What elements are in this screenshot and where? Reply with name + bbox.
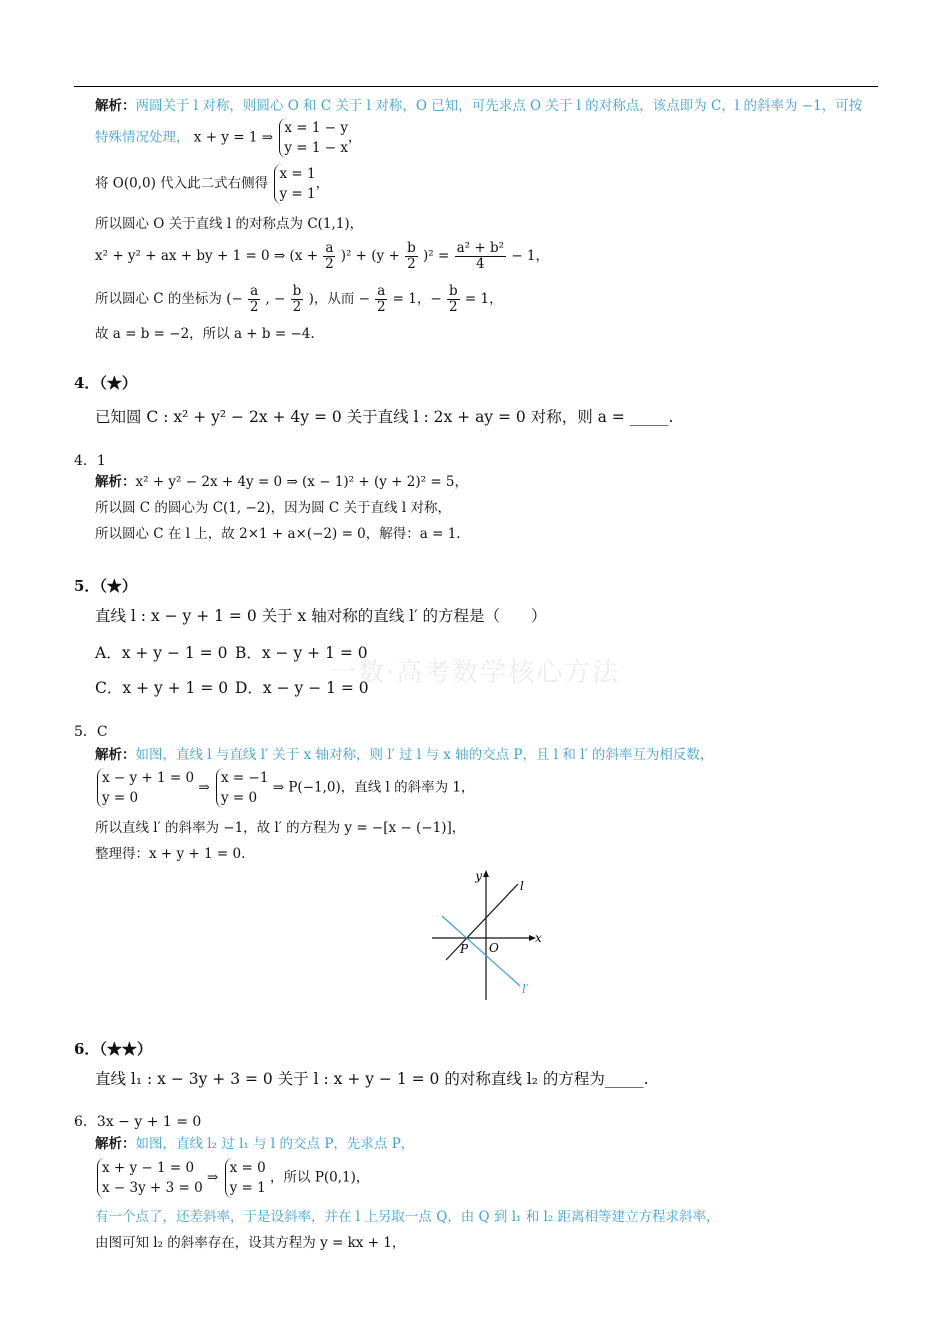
equation-system: x = 1 − y y = 1 − x (279, 118, 348, 158)
option-d[interactable]: D．x − y − 1 = 0 (235, 679, 369, 697)
fraction: $\frac{\text{a² + b²}}{4}$ (456, 240, 505, 272)
coordinate-figure (428, 868, 558, 1007)
fraction: $\frac{a}{2}$ (377, 283, 386, 315)
prev-line-7: 故 a = b = −2，所以 a + b = −4. (95, 326, 315, 342)
prev-line-6: 所以圆心 C 的坐标为 (− $\frac{a}{2}$ , − $\frac{b}{2}$ )，从而 − $\frac{a}{2}$ = 1，− $\frac{b}{2}$ = 1， (95, 283, 503, 315)
q6-solution-1: 解析：如图，直线 l₂ 过 l₁ 与 l 的交点 P，先求点 P， (95, 1136, 415, 1152)
header-rule (74, 86, 878, 87)
q4-solution-1: 解析：x² + y² − 2x + 4y = 0 ⇒ (x − 1)² + (y + 2)² = 5， (95, 474, 469, 490)
q6-solution-3: 有一个点了，还差斜率，于是设斜率，并在 l 上另取一点 Q，由 Q 到 l₁ 和 l₂ 距离相等建立方程求斜率， (95, 1209, 720, 1225)
option-b[interactable]: B．x − y + 1 = 0 (235, 644, 368, 662)
question-6-text: 直线 l₁ : x − 3y + 3 = 0 关于 l : x + y − 1 = 0 的对称直线 l₂ 的方程为_____. (95, 1070, 649, 1088)
label-y: y (475, 869, 482, 883)
equation-system: x = 1 y = 1 (274, 164, 315, 204)
prev-line-4: 所以圆心 O 关于直线 l 的对称点为 C(1,1)， (95, 216, 364, 232)
question-5-text: 直线 l : x − y + 1 = 0 关于 x 轴对称的直线 l′ 的方程是（ ） (95, 607, 547, 625)
equation-system: x − y + 1 = 0 y = 0 (97, 768, 194, 808)
q6-solution-2: x + y − 1 = 0 x − 3y + 3 = 0 ⇒ x = 0 y = 1 ，所以 P(0,1)， (95, 1158, 369, 1198)
equation-system: x = 0 y = 1 (225, 1158, 266, 1198)
question-6-number: 6．（★★） (74, 1040, 152, 1058)
label-l: l (520, 879, 524, 893)
figure-svg (428, 868, 558, 1003)
label-x: x (535, 931, 542, 945)
prev-line-2: 特殊情况处理， x + y = 1 ⇒ x = 1 − y y = 1 − x ， (95, 120, 362, 156)
label-o: O (489, 941, 499, 955)
q5-solution-3: 所以直线 l′ 的斜率为 −1，故 l′ 的方程为 y = −[x − (−1)]， (95, 820, 466, 836)
prev-line-3: 将 O(0,0) 代入此二式右侧得 x = 1 y = 1 ， (95, 166, 330, 202)
y-axis-arrow (483, 870, 489, 877)
option-a[interactable]: A．x + y − 1 = 0 (95, 644, 228, 662)
question-4-number: 4．（★） (74, 374, 137, 392)
fraction: $\frac{b}{2}$ (292, 283, 302, 315)
q4-solution-3: 所以圆心 C 在 l 上，故 2×1 + a×(−2) = 0，解得：a = 1. (95, 526, 461, 542)
fraction: $\frac{b}{2}$ (448, 283, 458, 315)
equation-system: x + y − 1 = 0 x − 3y + 3 = 0 (97, 1158, 203, 1198)
answer-4: 4．1 (74, 453, 106, 469)
label-p: P (460, 942, 469, 956)
answer-6: 6．3x − y + 1 = 0 (74, 1114, 202, 1130)
equation-system: x = −1 y = 0 (216, 768, 268, 808)
fraction: $\frac{b}{2}$ (407, 240, 416, 272)
fraction: $\frac{a}{2}$ (249, 283, 259, 315)
answer-5: 5．C (74, 724, 108, 740)
q5-solution-2: x − y + 1 = 0 y = 0 ⇒ x = −1 y = 0 ⇒ P(−1,0)，直线 l 的斜率为 1， (95, 768, 475, 808)
question-4-text: 已知圆 C : x² + y² − 2x + 4y = 0 关于直线 l : 2x + ay = 0 对称，则 a = _____. (95, 408, 674, 426)
prev-line-5: x² + y² + ax + by + 1 = 0 ⇒ (x + $\frac{a}{2}$ )² + (y + $\frac{b}{2}$ )² = $\frac{\text{a² + b²}}{4}$ − 1， (95, 240, 550, 272)
q4-solution-2: 所以圆 C 的圆心为 C(1, −2)，因为圆 C 关于直线 l 对称， (95, 500, 451, 516)
prev-line-1: 解析：两圆关于 l 对称，则圆心 O 和 C 关于 l 对称，O 已知，可先求点 O 关于 l 的对称点，该点即为 C，l 的斜率为 −1，可按 (95, 98, 863, 114)
fraction: $\frac{a}{2}$ (325, 240, 334, 272)
label-l-prime: l′ (522, 982, 529, 996)
question-5-number: 5．（★） (74, 577, 137, 595)
q5-solution-4: 整理得：x + y + 1 = 0. (95, 846, 246, 862)
q6-solution-4: 由图可知 l₂ 的斜率存在，设其方程为 y = kx + 1， (95, 1235, 406, 1251)
line-l (446, 884, 518, 960)
watermark: 一数·高考数学核心方法 (330, 658, 621, 688)
q5-solution-1: 解析：如图，直线 l 与直线 l′ 关于 x 轴对称，则 l′ 过 l 与 x 轴的交点 P，且 l 和 l′ 的斜率互为相反数， (95, 747, 714, 763)
option-c[interactable]: C．x + y + 1 = 0 (95, 679, 229, 697)
